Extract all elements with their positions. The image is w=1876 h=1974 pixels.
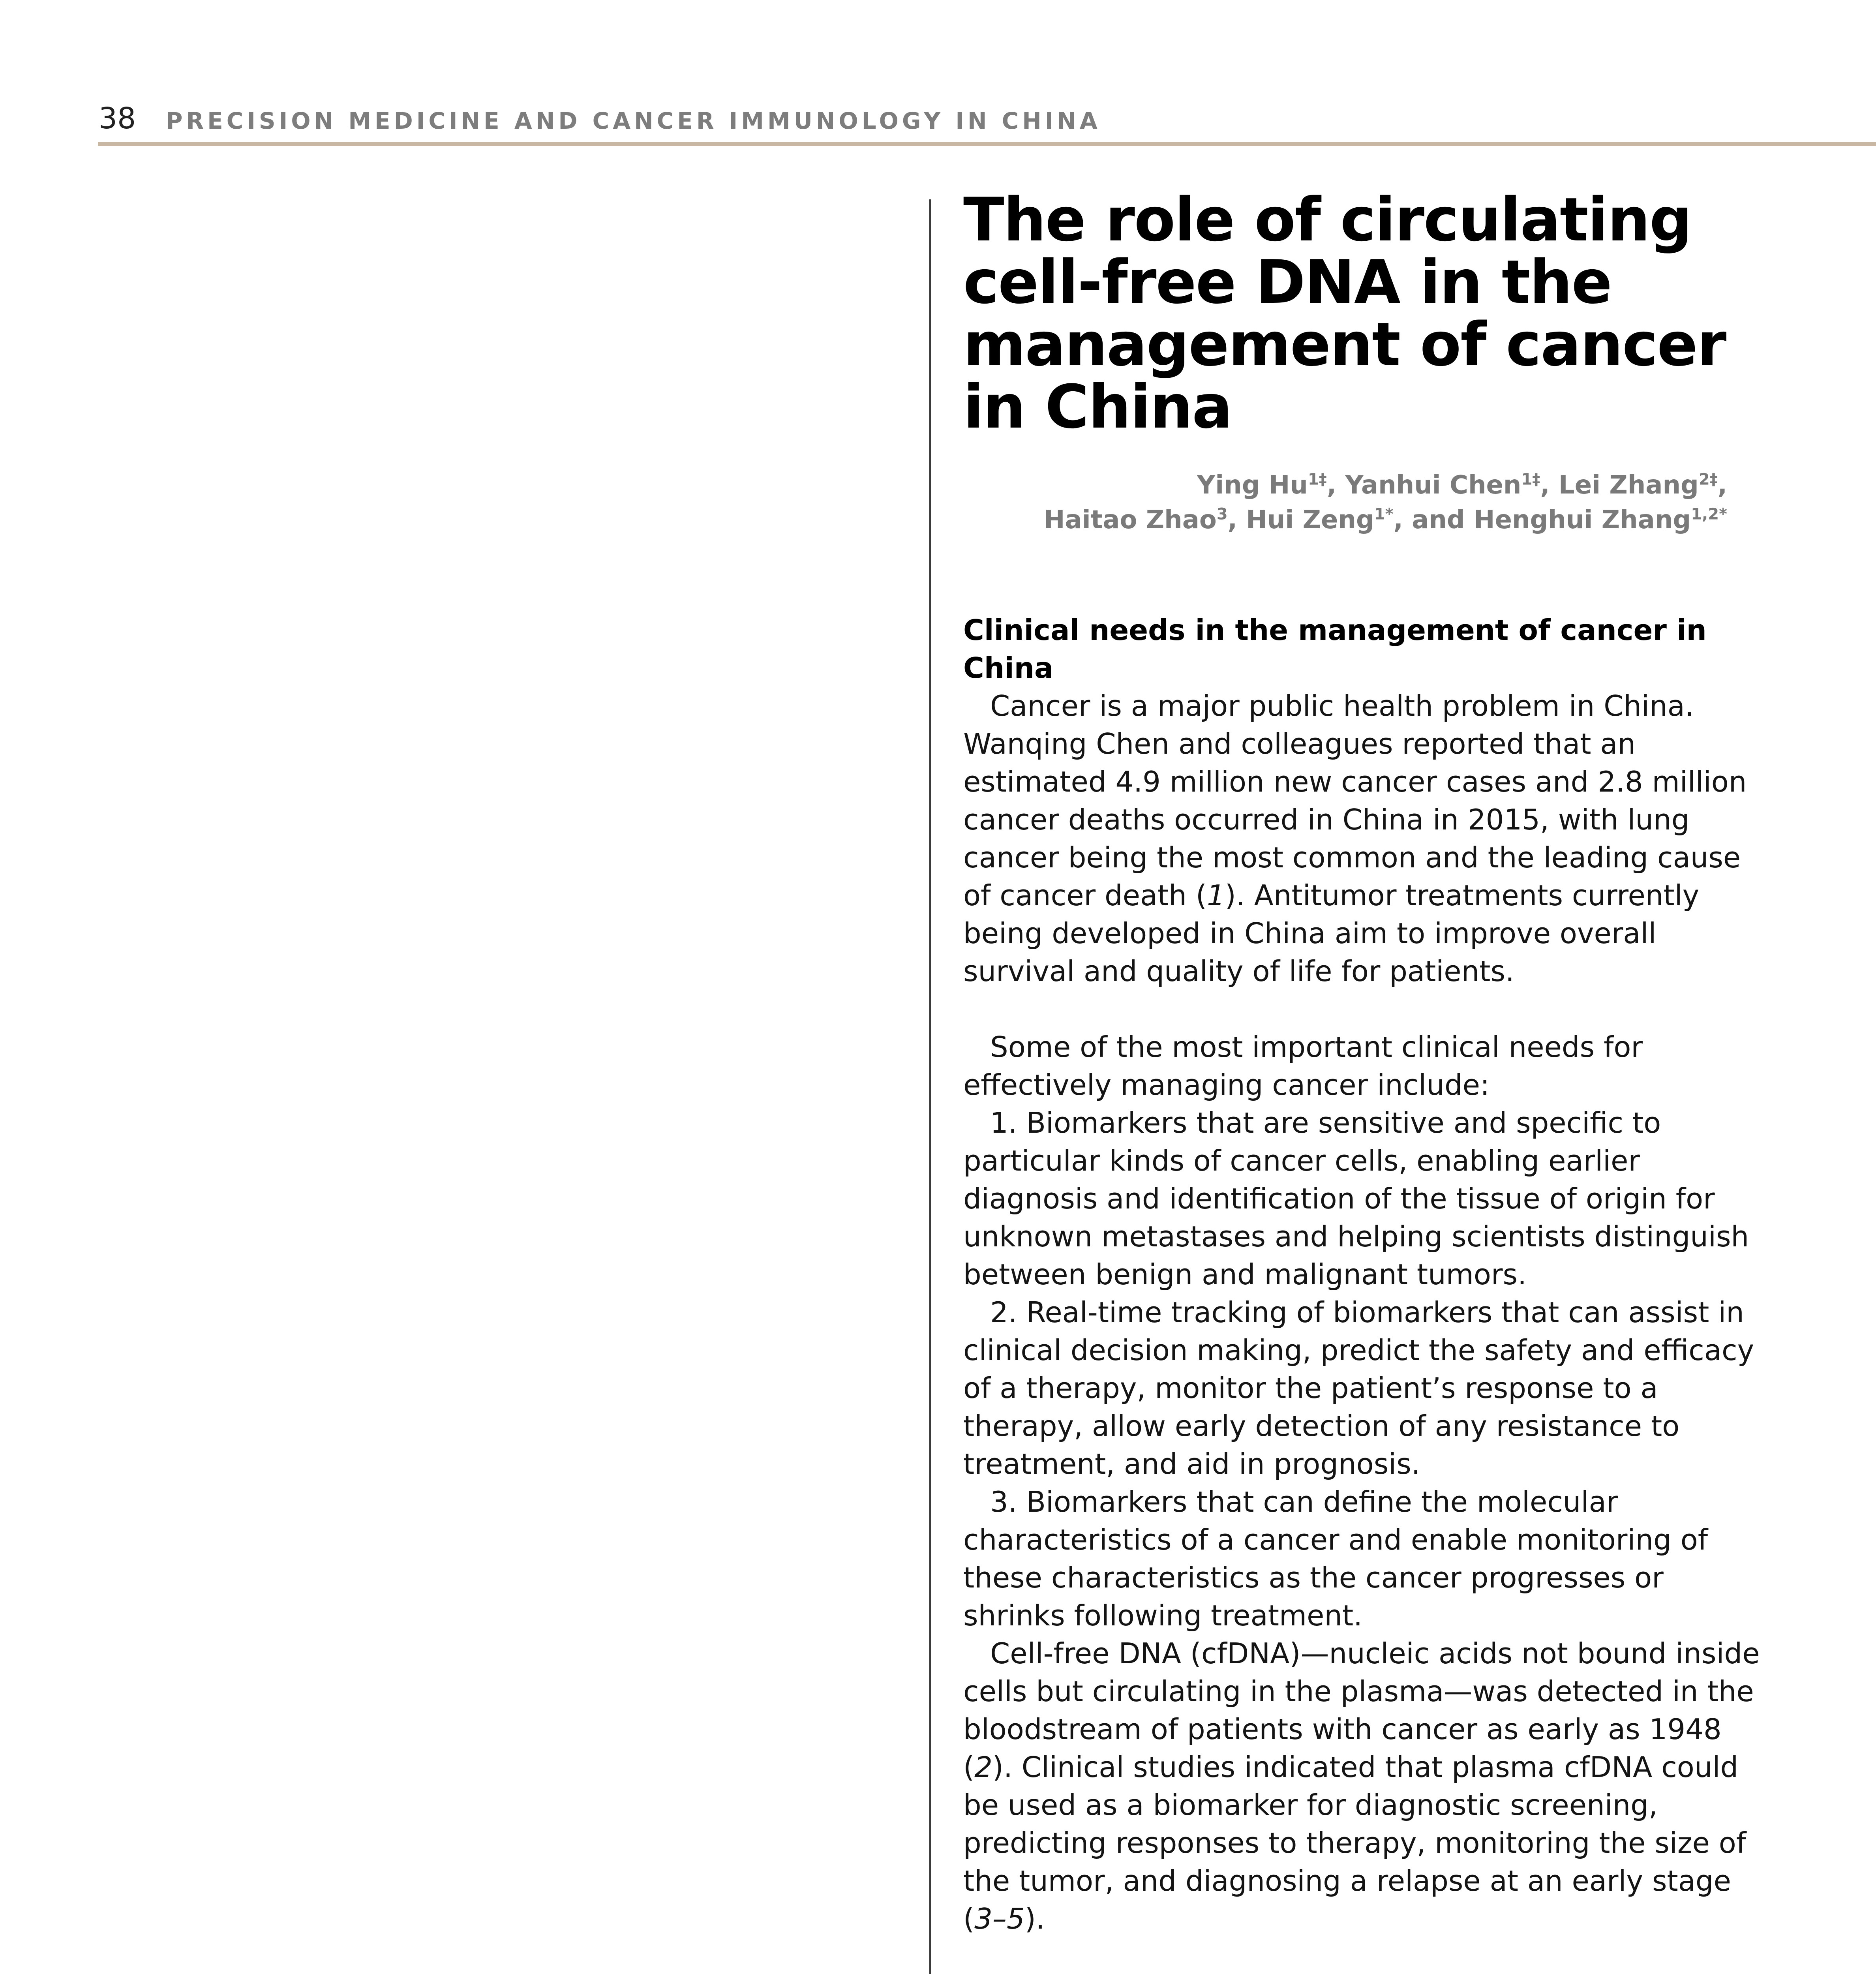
article-title — [963, 185, 1792, 442]
author-separator: , — [1227, 505, 1246, 535]
body-paragraph: Some of the most important clinical needs for effectively managing cancer include: — [963, 1030, 1643, 1101]
body-paragraph: Cell-free DNA (cfDNA)—nucleic acids not bound inside cells but circulating in the plasma—was detected in the bloodstream of patients with cancer as early as 1948 (2). Clinical studies indicated that plasma cfDNA could be used as a biomarker for diagnostic screening, predicting responses to therapy, monitoring the size of the tumor, and diagnosing a relapse at an early stage (3–5). — [963, 1637, 1760, 1935]
list-item: 2. Real-time tracking of biomarkers that can assist in clinical decision making, predict the safety and efficacy of a therapy, monitor the patient’s response to a therapy, allow early detection of any resistance to treatment, and aid in prognosis. — [963, 1296, 1754, 1480]
author-affiliation: 2‡ — [1698, 470, 1718, 489]
header-rule — [98, 142, 1876, 146]
title-line: The role of circulating — [963, 185, 1692, 255]
author-separator: , — [1717, 471, 1727, 500]
author-name: Haitao Zhao — [1044, 505, 1217, 535]
author-separator: , — [1540, 471, 1559, 500]
author-affiliation: 1* — [1374, 505, 1394, 524]
author-name: Lei Zhang — [1558, 471, 1699, 500]
author-line — [963, 468, 1727, 503]
list-item: 3. Biomarkers that can define the molecular characteristics of a cancer and enable monitoring of these characteristics as the cancer progresses or shrinks following treatment. — [963, 1485, 1708, 1632]
author-affiliation: 1,2* — [1691, 505, 1727, 524]
author-name: Henghui Zhang — [1474, 505, 1691, 535]
author-name: Ying Hu — [1197, 471, 1308, 500]
page-number: 38 — [99, 101, 136, 135]
author-name: Hui Zeng — [1246, 505, 1374, 535]
citation: 1 — [1206, 879, 1225, 912]
author-name: Yanhui Chen — [1345, 471, 1521, 500]
body-paragraph: Cancer is a major public health problem in China. Wanqing Chen and colleagues reported that an estimated 4.9 million new cancer cases and 2.8 million cancer deaths occurred in China in 2015, with lung cancer being the most common and the leading cause of cancer death (1). Antitumor treatments currently being developed in China aim to improve overall survival and quality of life for patients. — [963, 689, 1747, 988]
paragraph-gap — [963, 990, 1769, 1028]
citation: 3–5 — [974, 1902, 1025, 1935]
author-separator: , — [1326, 471, 1345, 500]
author-separator: , and — [1393, 505, 1474, 535]
title-line: management of cancer — [963, 310, 1726, 379]
article-body — [963, 611, 1769, 1938]
author-line — [963, 503, 1727, 537]
author-affiliation: 1‡ — [1308, 470, 1327, 489]
citation: 2 — [974, 1751, 992, 1784]
author-affiliation: 3 — [1216, 505, 1228, 524]
author-affiliation: 1‡ — [1521, 470, 1540, 489]
list-item: 1. Biomarkers that are sensitive and specific to particular kinds of cancer cells, enabling earlier diagnosis and identification of the tissue of origin for unknown metastases and helping scientists distinguish between benign and malignant tumors. — [963, 1106, 1749, 1291]
title-line: cell-free DNA in the — [963, 247, 1611, 317]
column-rule — [929, 199, 931, 1974]
title-line: in China — [963, 372, 1232, 442]
running-title: PRECISION MEDICINE AND CANCER IMMUNOLOGY IN CHINA — [166, 107, 1101, 134]
author-list — [963, 468, 1727, 537]
section-heading: Clinical needs in the management of cancer in China — [963, 614, 1707, 685]
